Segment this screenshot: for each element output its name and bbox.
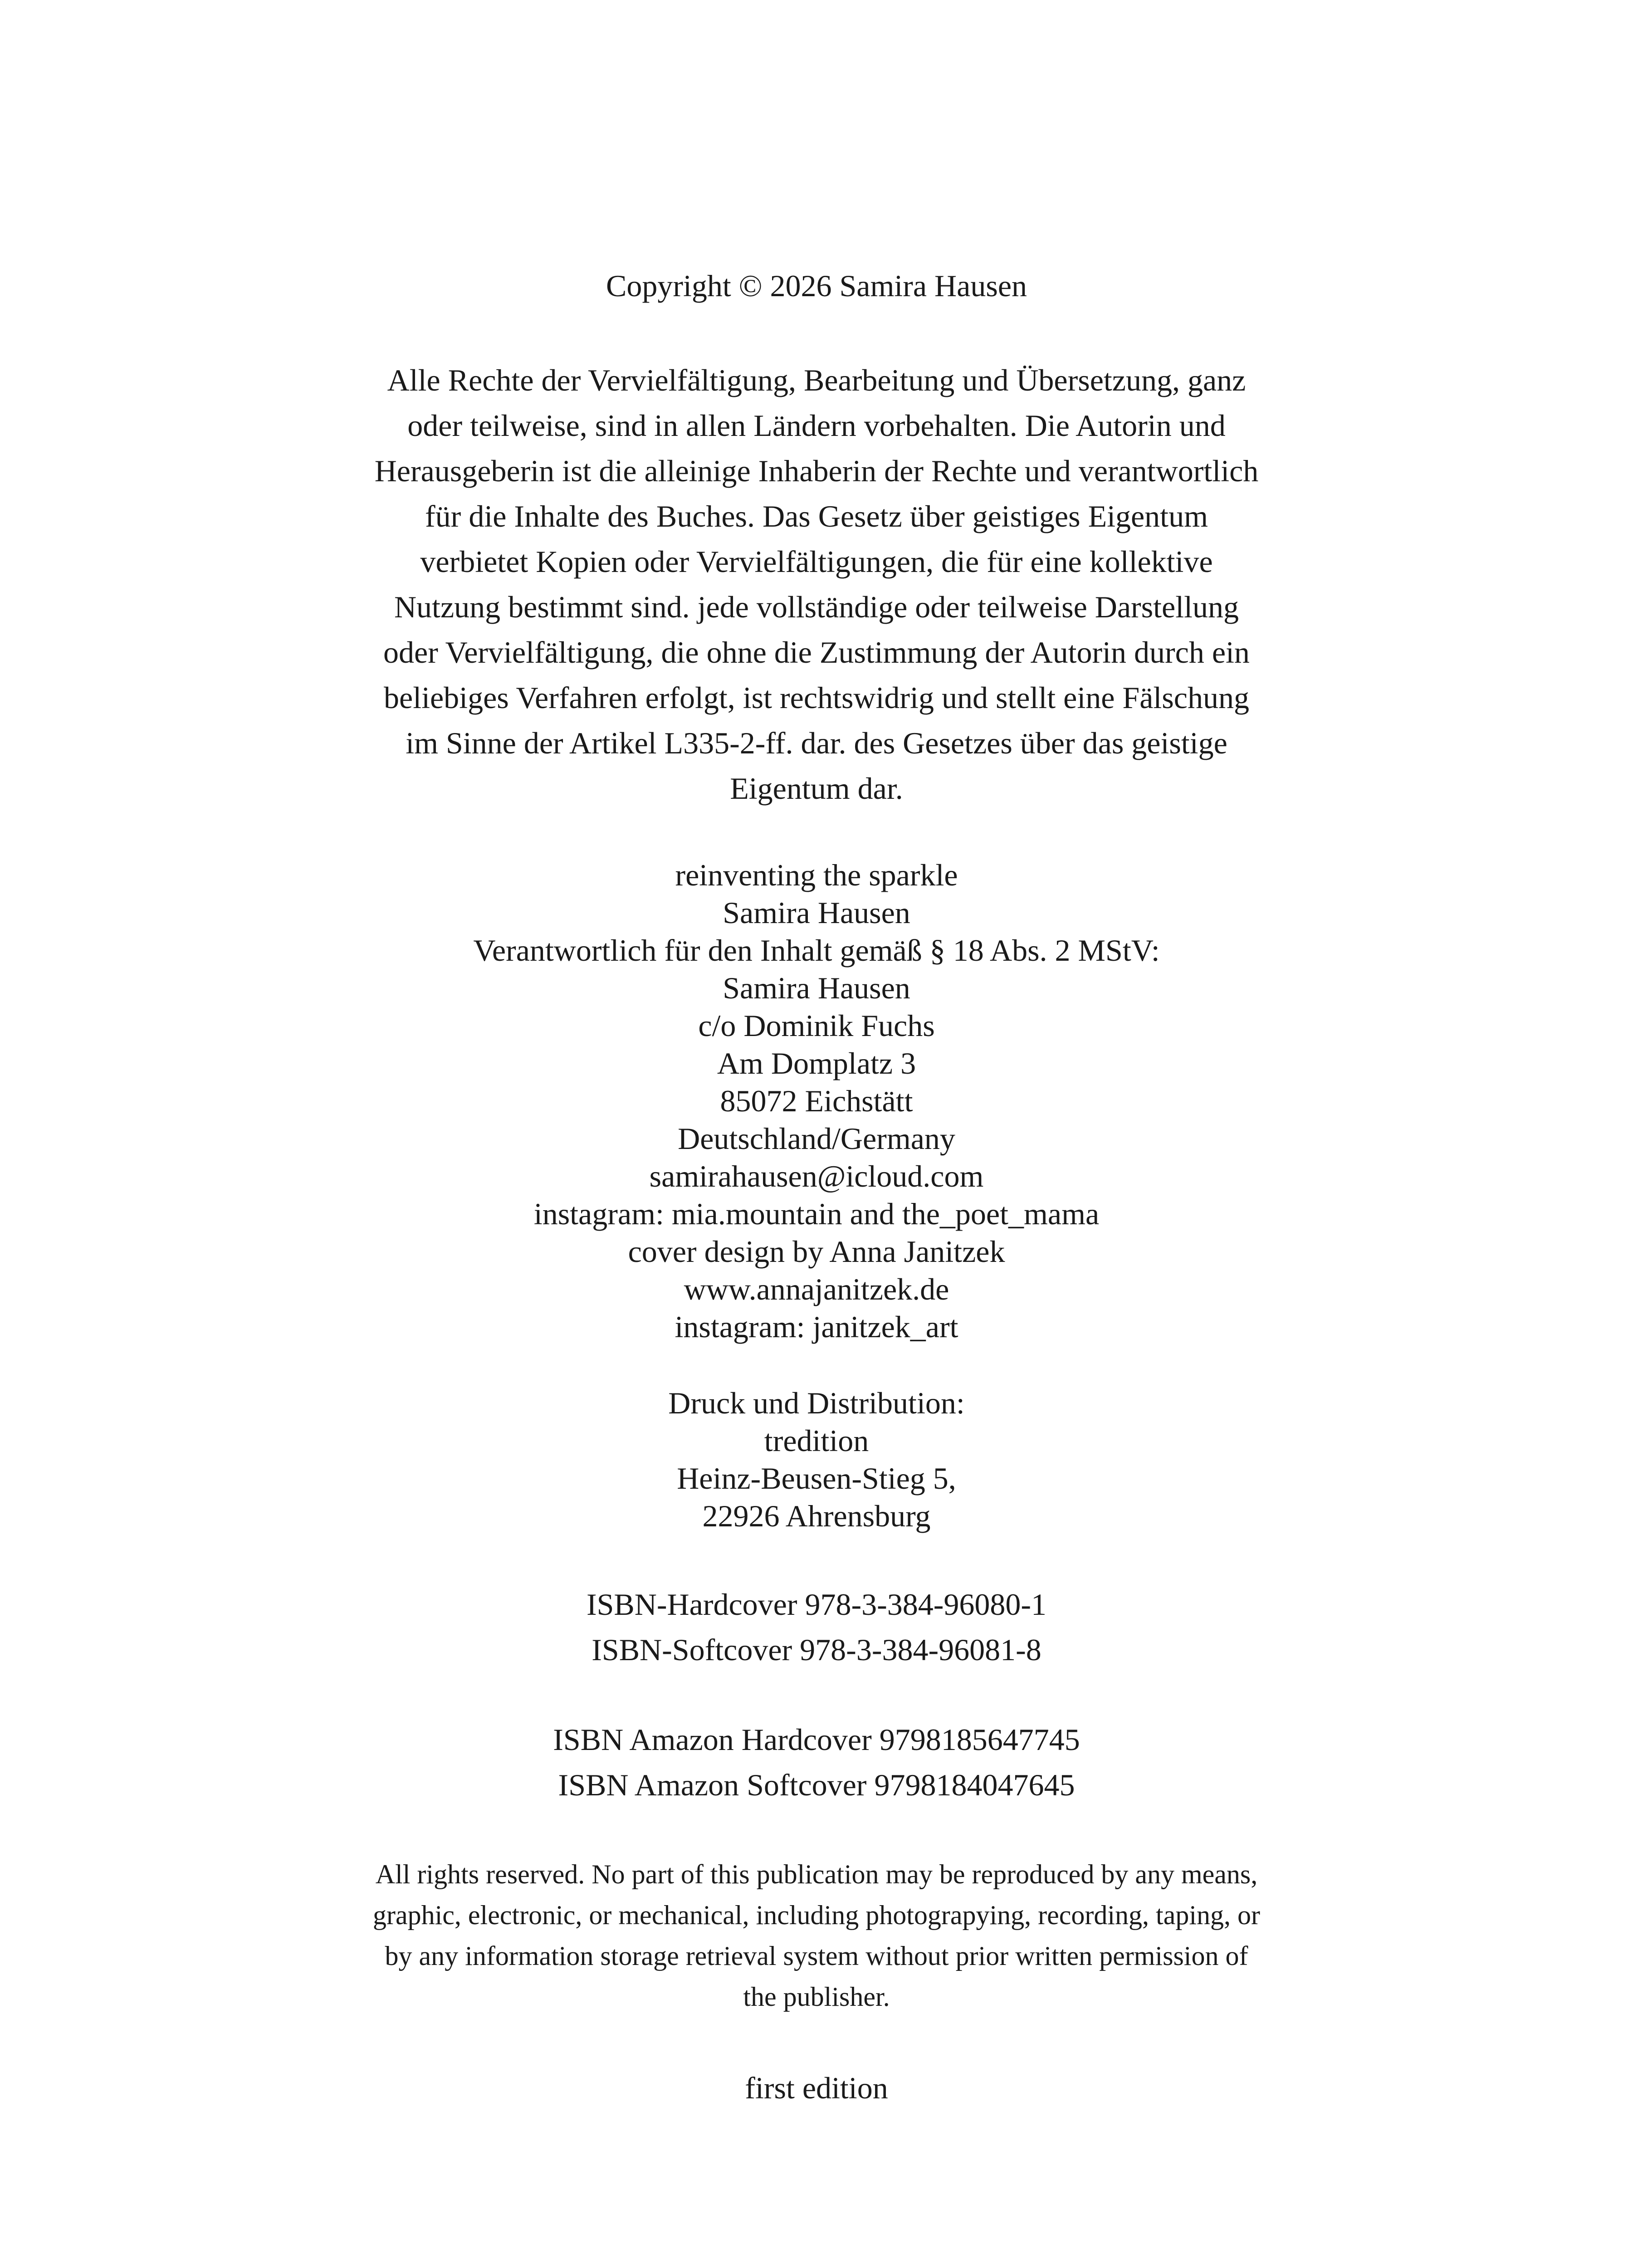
publisher-name: Samira Hausen xyxy=(723,895,910,930)
imprint-name: reinventing the sparkle xyxy=(675,858,958,892)
publisher-imprint xyxy=(0,856,1633,1346)
rights-notice-english xyxy=(0,1854,1633,2017)
rights-de-line: verbietet Kopien oder Vervielfältigungen, die für eine kollektive xyxy=(420,544,1213,579)
isbn-softcover: ISBN-Softcover 978-3-384-96081-8 xyxy=(592,1633,1041,1667)
isbn-list-tredition xyxy=(0,1582,1633,1672)
isbn-hardcover: ISBN-Hardcover 978-3-384-96080-1 xyxy=(586,1587,1047,1622)
rights-de-line: oder Vervielfältigung, die ohne die Zustimmung der Autorin durch ein xyxy=(383,635,1250,670)
isbn-amazon-softcover: ISBN Amazon Softcover 9798184047645 xyxy=(558,1768,1075,1802)
distribution-heading: Druck und Distribution: xyxy=(668,1386,965,1420)
author-instagram: instagram: mia.mountain and the_poet_mama xyxy=(533,1197,1100,1231)
rights-en-line: by any information storage retrieval system without prior written permission of xyxy=(385,1941,1248,1971)
rights-de-line: Alle Rechte der Vervielfältigung, Bearbeitung und Übersetzung, ganz xyxy=(387,363,1246,397)
distributor-city: 22926 Ahrensburg xyxy=(702,1499,931,1533)
designer-instagram: instagram: janitzek_art xyxy=(675,1310,958,1344)
designer-website: www.annajanitzek.de xyxy=(684,1272,949,1306)
distribution-info xyxy=(0,1384,1633,1535)
edition-statement xyxy=(0,2065,1633,2111)
distributor-street: Heinz-Beusen-Stieg 5, xyxy=(677,1461,956,1496)
address-care-of: c/o Dominik Fuchs xyxy=(698,1008,935,1043)
cover-design-credit: cover design by Anna Janitzek xyxy=(628,1234,1005,1269)
copyright-notice xyxy=(0,263,1633,308)
rights-notice-german xyxy=(0,357,1633,811)
copyright-line: Copyright © 2026 Samira Hausen xyxy=(606,269,1027,303)
rights-en-line: All rights reserved. No part of this publication may be reproduced by any means, xyxy=(375,1859,1258,1889)
rights-de-line: Nutzung bestimmt sind. jede vollständige oder teilweise Darstellung xyxy=(394,590,1239,624)
rights-de-line: im Sinne der Artikel L335-2-ff. dar. des Gesetzes über das geistige xyxy=(406,726,1227,760)
rights-de-line: für die Inhalte des Buches. Das Gesetz über geistiges Eigentum xyxy=(425,499,1208,533)
responsible-person: Samira Hausen xyxy=(723,971,910,1005)
contact-email: samirahausen@icloud.com xyxy=(649,1159,984,1193)
address-country: Deutschland/Germany xyxy=(678,1121,955,1156)
responsibility-statement: Verantwortlich für den Inhalt gemäß § 18 Abs. 2 MStV: xyxy=(473,933,1160,968)
address-street: Am Domplatz 3 xyxy=(717,1046,916,1080)
rights-en-line: the publisher. xyxy=(743,1982,890,2012)
isbn-list-amazon xyxy=(0,1717,1633,1808)
rights-de-line: beliebiges Verfahren erfolgt, ist rechtswidrig und stellt eine Fälschung xyxy=(384,680,1249,715)
address-city: 85072 Eichstätt xyxy=(720,1084,913,1118)
rights-de-line: Herausgeberin ist die alleinige Inhaberin der Rechte und verantwortlich xyxy=(374,454,1259,488)
rights-en-line: graphic, electronic, or mechanical, including photograpying, recording, taping, or xyxy=(372,1900,1260,1930)
distributor-name: tredition xyxy=(764,1423,869,1458)
rights-de-line: Eigentum dar. xyxy=(730,771,903,806)
isbn-amazon-hardcover: ISBN Amazon Hardcover 9798185647745 xyxy=(553,1722,1080,1757)
rights-de-line: oder teilweise, sind in allen Ländern vorbehalten. Die Autorin und xyxy=(407,408,1226,443)
edition-line: first edition xyxy=(745,2071,888,2105)
